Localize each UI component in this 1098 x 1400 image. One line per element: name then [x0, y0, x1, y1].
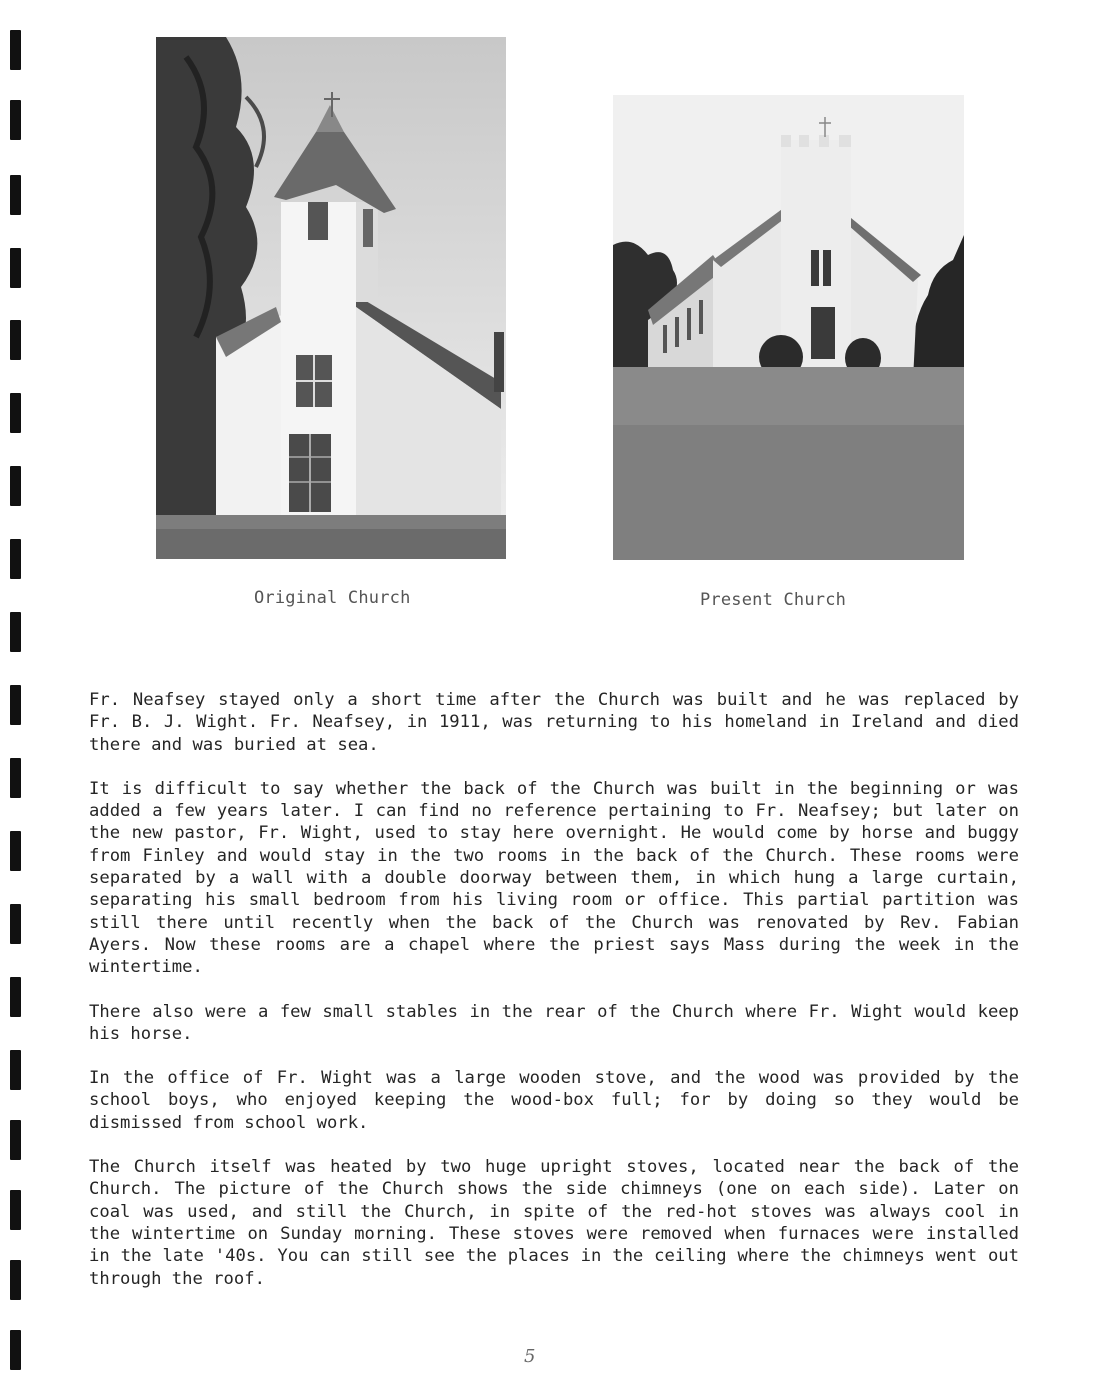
paragraph: Fr. Neafsey stayed only a short time after the Church was built and he was replaced by Fr. B. J. Wight. Fr. Neafsey, in 1911, was returning to his homeland in Ireland and died there and was buried at sea. [89, 690, 1019, 755]
paragraph: The Church itself was heated by two huge upright stoves, located near the back of the Church. The picture of the Church shows the side chimneys (one on each side). Later on coal was used, and still the Church, in spite of the red-hot stoves was always cool in the wintertime on Sunday morning. These stoves were removed when furnaces were installed in the late '40s. You can still see the places in the ceiling where the chimneys went out through the roof. [89, 1157, 1019, 1289]
binding-hole [10, 100, 21, 140]
binding-hole [10, 831, 21, 871]
binding-hole [10, 539, 21, 579]
paragraph: In the office of Fr. Wight was a large wooden stove, and the wood was provided by the school boys, who enjoyed keeping the wood-box full; for by doing so they would be dismissed from school work. [89, 1068, 1019, 1133]
original-church-photo [156, 37, 506, 559]
original-church-caption: Original Church [254, 588, 411, 608]
binding-hole [10, 1260, 21, 1300]
present-church-photo [613, 95, 964, 560]
binding-hole [10, 612, 21, 652]
binding-holes [10, 0, 24, 1400]
binding-hole [10, 320, 21, 360]
page-number: 5 [524, 1346, 536, 1367]
binding-hole [10, 1190, 21, 1230]
binding-hole [10, 1120, 21, 1160]
binding-hole [10, 904, 21, 944]
binding-hole [10, 248, 21, 288]
body-text [89, 689, 1019, 1312]
binding-hole [10, 175, 21, 215]
binding-hole [10, 1050, 21, 1090]
binding-hole [10, 466, 21, 506]
binding-hole [10, 977, 21, 1017]
binding-hole [10, 685, 21, 725]
binding-hole [10, 758, 21, 798]
paragraph: It is difficult to say whether the back of the Church was built in the beginning or was added a few years later. I can find no reference pertaining to Fr. Neafsey; but later on the new pastor, Fr. Wight, used to stay here overnight. He would come by horse and buggy from Finley and would stay in the two rooms in the back of the Church. These rooms were separated by a wall with a double doorway between them, in which hung a large curtain, separating his small bedroom from his living room or office. This partial partition was still there until recently when the back of the Church was renovated by Rev. Fabian Ayers. Now these rooms are a chapel where the priest says Mass during the week in the wintertime. [89, 778, 1019, 978]
binding-hole [10, 393, 21, 433]
binding-hole [10, 30, 21, 70]
present-church-caption: Present Church [700, 590, 847, 610]
binding-hole [10, 1330, 21, 1370]
paragraph: There also were a few small stables in the rear of the Church where Fr. Wight would keep his horse. [89, 1001, 1019, 1044]
